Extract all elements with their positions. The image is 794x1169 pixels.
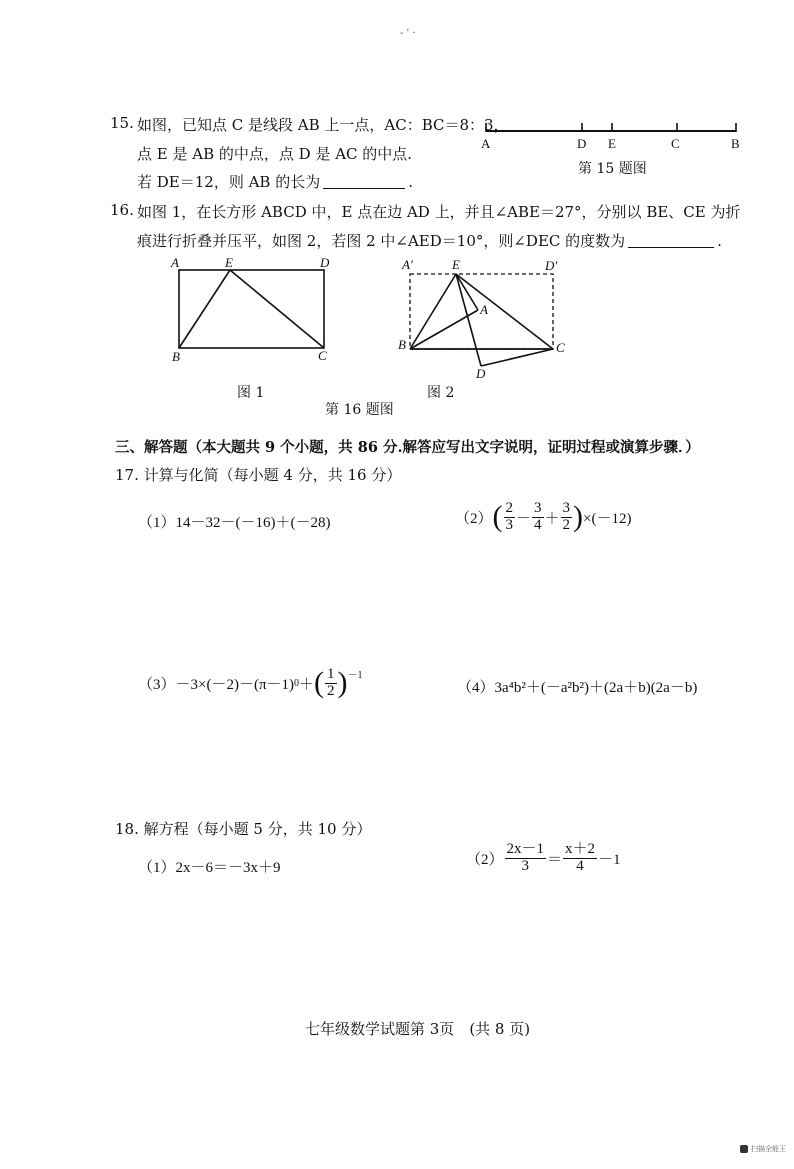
fig1-label-c: C [318, 348, 327, 363]
scanner-watermark [740, 1144, 786, 1154]
q17-part3: （3） －3×(－2)－(π－1) 0 ＋ ( $\frac{1}{2}$ ) $^{-1}$ [138, 665, 363, 699]
label-b: B [731, 136, 740, 151]
q17-p1-label: （1） [138, 515, 176, 531]
q17-p3-plus: ＋ [299, 676, 315, 693]
q16-fig2-caption: 图 2 [427, 385, 455, 401]
label-d: D [577, 136, 587, 151]
q17-p2-label: （2） [455, 510, 493, 527]
q17-p2-tail: ×(－12) [583, 510, 632, 527]
fraction-2x-minus-1-over-3: $\frac{2x-1}{3}$ [506, 841, 545, 874]
q17-p3-exponent: －1 [347, 670, 363, 681]
q15-segment-diagram [478, 116, 748, 156]
q15-question: 若 DE＝12，则 AB 的长为 [137, 173, 321, 191]
rect-abcd [179, 270, 324, 348]
q15-number: 15. [110, 114, 134, 132]
fraction-two-thirds: $\frac{2}{3}$ [505, 499, 514, 533]
segment-be [410, 274, 456, 349]
q16-line2 [137, 230, 722, 251]
fig2-label-d: D [476, 366, 486, 381]
q16-fig1-caption: 图 1 [237, 385, 265, 401]
section3-title: 三、解答题（本大题共 9 个小题，共 86 分.解答应写出文字说明，证明过程或演算步骤．） [115, 439, 700, 456]
q18-part2 [466, 842, 621, 875]
q17-p3-expression: －3×(－2)－(π－1) [175, 676, 295, 693]
fig2-label-b: B [398, 337, 406, 352]
segment-ec [456, 274, 553, 349]
q17-part1 [138, 511, 331, 532]
q16-figure-caption: 第 16 题图 [325, 402, 394, 418]
q18-p2-label: （2） [466, 851, 504, 868]
fraction-one-half: $\frac{1}{2}$ [327, 665, 335, 699]
segment-ea [456, 274, 478, 310]
label-e: E [608, 136, 616, 151]
scanner-logo-icon [740, 1145, 748, 1153]
q15-line2: 点 E 是 AB 的中点，点 D 是 AC 的中点. [137, 145, 413, 163]
q15-figure-caption: 第 15 题图 [578, 161, 647, 177]
segment-ce [230, 270, 324, 348]
fig1-label-a: A [171, 255, 179, 270]
q18-p1-expression: 2x－6＝－3x＋9 [175, 860, 281, 876]
q16-answer-blank[interactable] [628, 233, 714, 248]
q16-figure1 [168, 252, 343, 367]
q17-p3-zero-exponent: 0 [294, 677, 300, 689]
fig1-label-b: B [172, 349, 180, 364]
q17-part2: （2） ( $\frac{2}{3}$ － $\frac{3}{4}$ ＋ $\frac{3}{2}$ ) ×(－12) [455, 499, 632, 533]
q18-title: 18. 解方程（每小题 5 分，共 10 分） [115, 820, 372, 838]
segment-be [179, 270, 230, 348]
fraction-three-quarters: $\frac{3}{4}$ [534, 499, 542, 533]
q15-line1: 如图，已知点 C 是线段 AB 上一点，AC：BC＝8：3， [137, 116, 509, 134]
fig2-label-a: A [480, 302, 488, 317]
q16-question: 痕进行折叠并压平，如图 2，若图 2 中∠AED＝10°，则∠DEC 的度数为 [137, 232, 626, 250]
q17-p4-label: （4） [457, 680, 495, 696]
fig2-label-d-prime: D′ [545, 258, 558, 273]
q18-part1 [138, 856, 281, 877]
segment-dc [481, 349, 553, 366]
q15-period: . [408, 173, 414, 191]
q18-p2-tail: －1 [598, 851, 621, 868]
q17-p1-expression: 14－32－(－16)＋(－28) [175, 515, 331, 531]
fraction-three-halves: $\frac{3}{2}$ [562, 499, 571, 533]
q16-period: . [717, 232, 722, 250]
q16-line1: 如图 1，在长方形 ABCD 中，E 点在边 AD 上，并且∠ABE＝27°，分别以 BE、CE 为折 [137, 203, 741, 221]
q18-p2-equals: ＝ [547, 851, 563, 868]
fig2-label-c: C [556, 340, 565, 355]
q16-figure2 [394, 252, 574, 382]
fraction-x-plus-2-over-4: $\frac{x+2}{4}$ [565, 841, 596, 874]
q17-title: 17. 计算与化简（每小题 4 分，共 16 分） [115, 466, 402, 484]
watermark-text: 扫描全能王 [751, 1145, 786, 1153]
q15-answer-blank[interactable] [323, 174, 405, 189]
label-a: A [481, 136, 491, 151]
q17-p4-expression: 3a⁴b²＋(－a²b²)＋(2a＋b)(2a－b) [494, 680, 698, 696]
q18-p1-label: （1） [138, 860, 176, 876]
label-c: C [671, 136, 680, 151]
fig2-label-a-prime: A′ [402, 257, 413, 272]
q15-line3 [137, 171, 413, 192]
q17-p3-label: （3） [138, 676, 176, 693]
fig1-label-e: E [225, 255, 233, 270]
fig2-label-e: E [452, 257, 460, 272]
header-mark: - ' · [400, 28, 416, 39]
q17-part4 [457, 676, 697, 697]
fig1-label-d: D [320, 255, 330, 270]
q16-number: 16. [110, 201, 134, 219]
page-footer: 七年级数学试题第 3页 (共 8 页) [305, 1020, 531, 1038]
